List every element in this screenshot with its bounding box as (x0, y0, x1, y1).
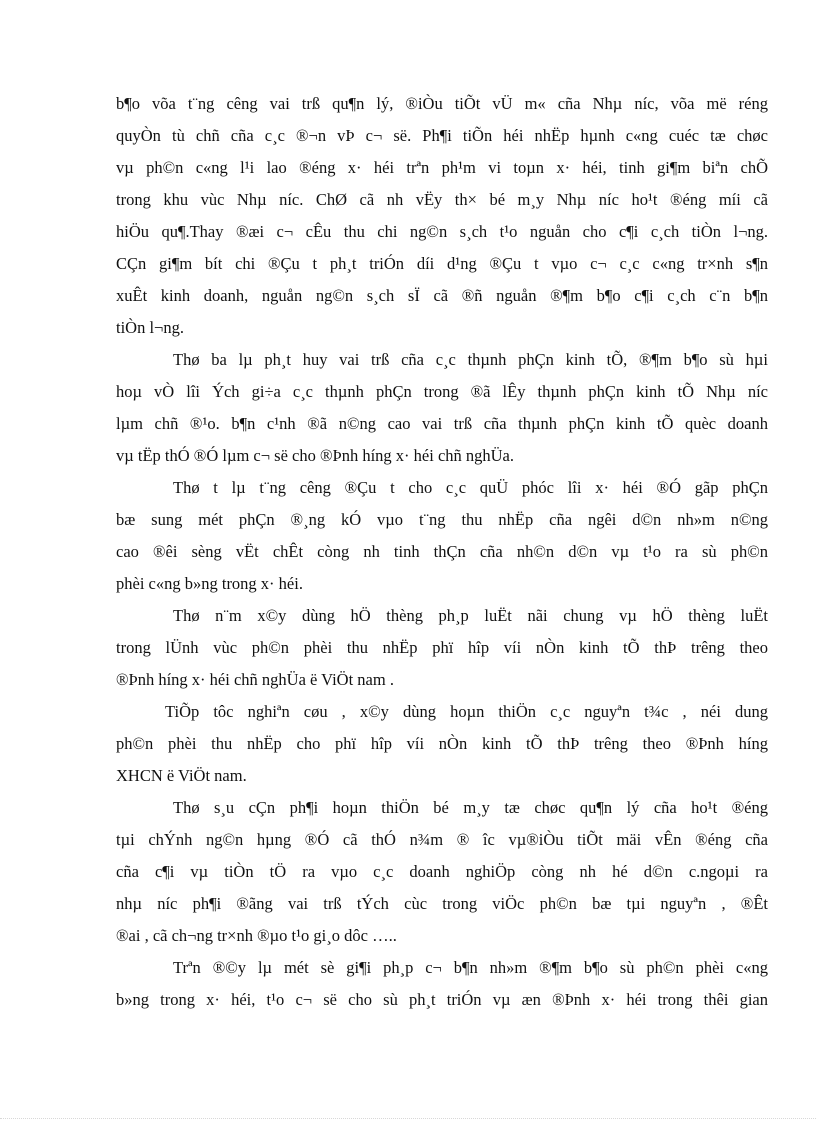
page-bottom-divider (0, 1118, 816, 1119)
text-line: bæ sung mét phÇn ®¸ng kÓ vµo t¨ng thu nhËp cña ngêi d©n nh»m n©ng (116, 510, 768, 529)
paragraph-3 (116, 472, 768, 600)
paragraph-1 (116, 88, 768, 344)
text-line: b»ng trong x· héi, t¹o c¬ së cho sù ph¸t triÓn vµ æn ®Þnh x· héi trong thêi gian (116, 990, 768, 1009)
text-line: CÇn gi¶m bít chi ®Çu t ph¸t triÓn díi d¹ng ®Çu t vµo c¬ c¸c c«ng tr×nh s¶n (116, 254, 768, 273)
text-line: cao ®êi sèng vËt chÊt còng nh tinh thÇn cña nh©n d©n vµ t¹o ra sù ph©n (116, 542, 768, 561)
text-line: XHCN ë ViÖt nam. (116, 766, 247, 785)
text-line: Thø s¸u cÇn ph¶i hoµn thiÖn bé m¸y tæ chøc qu¶n lý cña ho¹t ®éng (173, 798, 768, 817)
paragraph-7 (116, 952, 768, 1016)
paragraph-5 (116, 696, 768, 792)
document-body (116, 88, 768, 1016)
text-line: tiÒn l¬ng. (116, 318, 184, 337)
text-line: Thø ba lµ ph¸t huy vai trß cña c¸c thµnh phÇn kinh tÕ, ®¶m b¶o sù hµi (173, 350, 768, 369)
text-line: lµm chñ ®¹o. b¶n c¹nh ®ã n©ng cao vai trß cña thµnh phÇn kinh tÕ quèc doanh (116, 414, 768, 433)
text-line: trong lÜnh vùc ph©n phèi thu nhËp phï hîp víi nÒn kinh tÕ thÞ trêng theo (116, 638, 768, 657)
text-line: ph©n phèi thu nhËp cho phï hîp víi nÒn kinh tÕ thÞ trêng theo ®Þnh híng (116, 734, 768, 753)
paragraph-4 (116, 600, 768, 696)
text-line: ®Þnh híng x· héi chñ nghÜa ë ViÖt nam . (116, 670, 394, 689)
paragraph-2 (116, 344, 768, 472)
text-line: Thø n¨m x©y dùng hÖ thèng ph¸p luËt nãi chung vµ hÖ thèng luËt (173, 606, 768, 625)
text-line: b¶o võa t¨ng cêng vai trß qu¶n lý, ®iÒu tiÕt vÜ m« cña Nhµ níc, võa më réng (116, 94, 768, 113)
text-line: cña c¶i vµ tiÒn tÖ ra vµo c¸c doanh nghiÖp còng nh hé d©n c.ngoµi ra (116, 862, 768, 881)
text-line: trong khu vùc Nhµ níc. ChØ cã nh vËy th× bé m¸y Nhµ níc ho¹t ®éng míi cã (116, 190, 768, 209)
text-line: ®ai , cã ch¬ng tr×nh ®µo t¹o gi¸o dôc ….. (116, 926, 397, 945)
text-line: quyÒn tù chñ cña c¸c ®¬n vÞ c¬ së. Ph¶i tiÕn héi nhËp hµnh c«ng cuéc tæ chøc (116, 126, 768, 145)
text-line: tµi chÝnh ng©n hµng ®Ó cã thÓ n¾m ® îc vµ®iÒu tiÕt mäi vÊn ®éng cña (116, 830, 768, 849)
text-line: Trªn ®©y lµ mét sè gi¶i ph¸p c¬ b¶n nh»m ®¶m b¶o sù ph©n phèi c«ng (173, 958, 768, 977)
text-line: hoµ vÒ lîi Ých gi÷a c¸c thµnh phÇn trong ®ã lÊy thµnh phÇn kinh tÕ Nhµ níc (116, 382, 768, 401)
text-line: phèi c«ng b»ng trong x· héi. (116, 574, 303, 593)
text-line: nhµ níc ph¶i ®ãng vai trß tÝch cùc trong viÖc ph©n bæ tµi nguyªn , ®Êt (116, 894, 768, 913)
paragraph-6 (116, 792, 768, 952)
text-line: hiÖu qu¶.Thay ®æi c¬ cÊu thu chi ng©n s¸ch t¹o nguån cho c¶i c¸ch tiÒn l¬ng. (116, 222, 768, 241)
text-line: TiÕp tôc nghiªn cøu , x©y dùng hoµn thiÖn c¸c nguyªn t¾c , néi dung (165, 702, 768, 721)
text-line: Thø t lµ t¨ng cêng ®Çu t cho c¸c quÜ phóc lîi x· héi ®Ó gãp phÇn (173, 478, 768, 497)
text-line: vµ ph©n c«ng l¹i lao ®éng x· héi trªn ph¹m vi toµn x· héi, tinh gi¶m biªn chÕ (116, 158, 768, 177)
text-line: xuÊt kinh doanh, nguån ng©n s¸ch sÏ cã ®ñ nguån ®¶m b¶o c¶i c¸ch c¨n b¶n (116, 286, 768, 305)
text-line: vµ tËp thÓ ®Ó lµm c¬ së cho ®Þnh híng x· héi chñ nghÜa. (116, 446, 515, 465)
